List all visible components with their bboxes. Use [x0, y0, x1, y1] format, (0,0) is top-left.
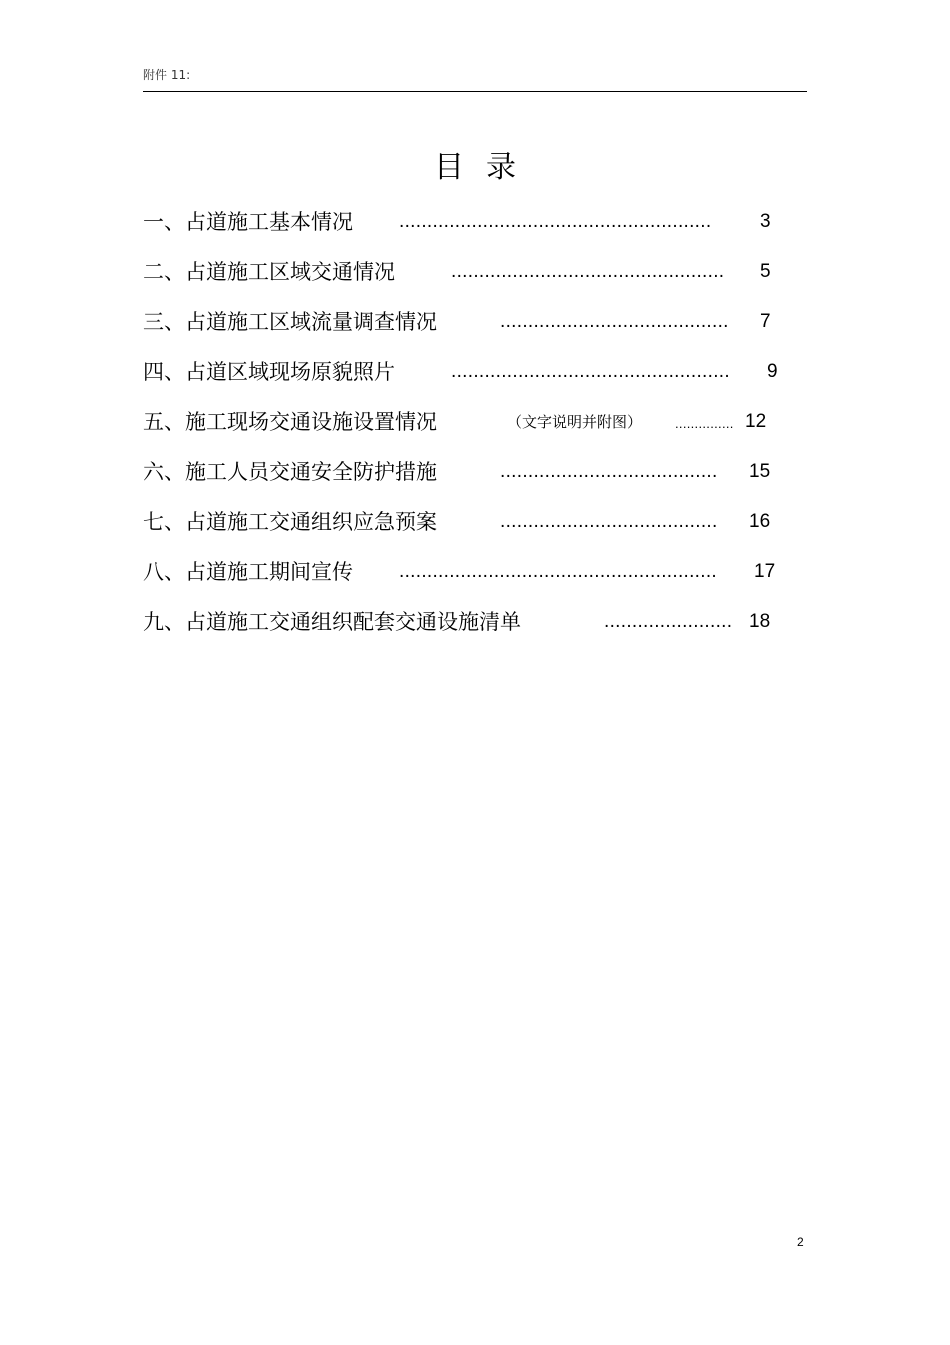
toc-leader-dots: ......................................... — [500, 311, 729, 332]
toc-entry-note: （文字说明并附图） — [507, 413, 643, 431]
page-number: 2 — [797, 1235, 804, 1249]
toc-page-number: 5 — [760, 261, 771, 282]
toc-page-number: 9 — [767, 361, 778, 382]
toc-entry-title: 六、施工人员交通安全防护措施 — [143, 460, 437, 484]
toc-entry-title: 五、施工现场交通设施设置情况 — [143, 410, 437, 434]
attachment-label: 附件 11: — [143, 68, 191, 82]
toc-page-number: 3 — [760, 211, 771, 232]
toc-entry-title: 二、占道施工区域交通情况 — [143, 260, 395, 284]
toc-leader-dots: ........................................................ — [399, 211, 712, 232]
toc-leader-dots: .................................................. — [451, 361, 730, 382]
toc-leader-dots: ....................................... — [500, 461, 718, 482]
toc-leader-dots: ............... — [675, 416, 734, 431]
toc-leader-dots: ....................... — [604, 611, 733, 632]
toc-entry-title: 四、占道区域现场原貌照片 — [143, 360, 395, 384]
toc-page-number: 12 — [745, 411, 767, 432]
toc-entry-title: 三、占道施工区域流量调查情况 — [143, 310, 437, 334]
toc-leader-dots: ......................................................... — [399, 561, 717, 582]
toc-page-number: 17 — [754, 561, 776, 582]
toc-leader-dots: ....................................... — [500, 511, 718, 532]
toc-entry-title: 八、占道施工期间宣传 — [143, 560, 353, 584]
toc-page-number: 15 — [749, 461, 771, 482]
page-title: 目录 — [434, 150, 538, 185]
toc-entry-title: 九、占道施工交通组织配套交通设施清单 — [143, 610, 521, 634]
toc-page-number: 16 — [749, 511, 771, 532]
toc-page-number: 7 — [760, 311, 771, 332]
header-divider — [143, 91, 807, 92]
toc-page-number: 18 — [749, 611, 771, 632]
toc-entry-title: 一、占道施工基本情况 — [143, 210, 353, 234]
toc-leader-dots: ................................................. — [451, 261, 725, 282]
toc-entry-title: 七、占道施工交通组织应急预案 — [143, 510, 437, 534]
